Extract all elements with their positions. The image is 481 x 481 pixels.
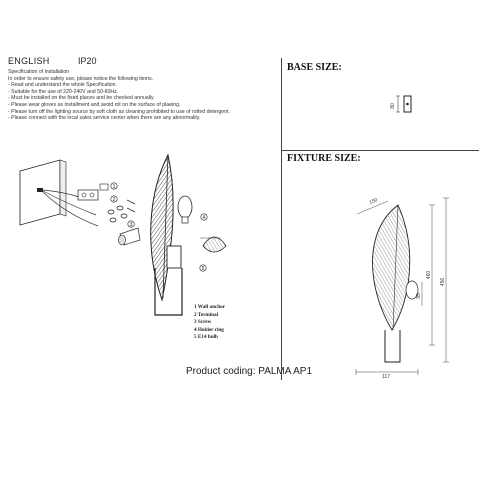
- legend-item: 4 Holder ring: [194, 326, 224, 333]
- base-size-heading: BASE SIZE:: [287, 62, 342, 73]
- base-size-diagram: [390, 96, 411, 112]
- holder-ring: [200, 237, 226, 252]
- legend-item: 2 Terminal: [194, 311, 219, 318]
- fixture-depth-label: 117: [382, 374, 390, 380]
- spec-line: - Please turn off the lighting source by soft cloth as cleaning prohibited to use of rotted detergent.: [8, 108, 230, 115]
- spec-line: - Must be installed on the fixed places and be checked annually.: [8, 95, 155, 102]
- fixture-size-heading: FIXTURE SIZE:: [287, 153, 361, 164]
- parts-legend: [194, 304, 225, 342]
- ip-rating: IP20: [78, 56, 97, 66]
- callout-5: 5: [201, 266, 205, 272]
- leaf-shade: [151, 155, 173, 300]
- callout-2: 2: [112, 197, 116, 203]
- spec-line: Specification of installation: [8, 69, 70, 75]
- spec-line: - Read and understand the whole Specification.: [8, 82, 118, 89]
- spec-line: - Please wear gloves as installment and avoid rot on the surface of plaeing.: [8, 101, 181, 108]
- legend-item: 3 Screw: [194, 319, 212, 326]
- base-dimension-label: 80: [390, 103, 396, 109]
- spec-line: In order to ensure safety use, please notice the following items.: [8, 75, 154, 82]
- holder-dimension-label: 95: [416, 293, 422, 299]
- terminal-block: [78, 184, 108, 200]
- callout-4: 4: [202, 215, 206, 221]
- callout-3: 3: [129, 222, 133, 228]
- bulb: [178, 196, 192, 223]
- language-label: ENGLISH: [8, 56, 50, 66]
- fixture-height-inner-label: 460: [426, 270, 432, 280]
- fixture-width-label: 150: [368, 197, 379, 206]
- wall-plate: [20, 160, 66, 225]
- spec-line: - Suitable for the use of 220-240V and 50-60Hz.: [8, 88, 119, 95]
- fixture-height-total-label: 456: [440, 277, 446, 287]
- spec-line: - Please connect with the local sales service center when there are any abnormality.: [8, 115, 201, 122]
- wall-anchor: [119, 228, 141, 245]
- screws: [108, 200, 135, 222]
- callout-1: 1: [112, 184, 116, 190]
- legend-item: 1 Wall anchor: [194, 304, 226, 310]
- fixture-size-diagram: [356, 197, 449, 380]
- product-coding: Product coding: PALMA AP1: [186, 366, 313, 377]
- legend-item: 5 E14 bulb: [194, 334, 218, 341]
